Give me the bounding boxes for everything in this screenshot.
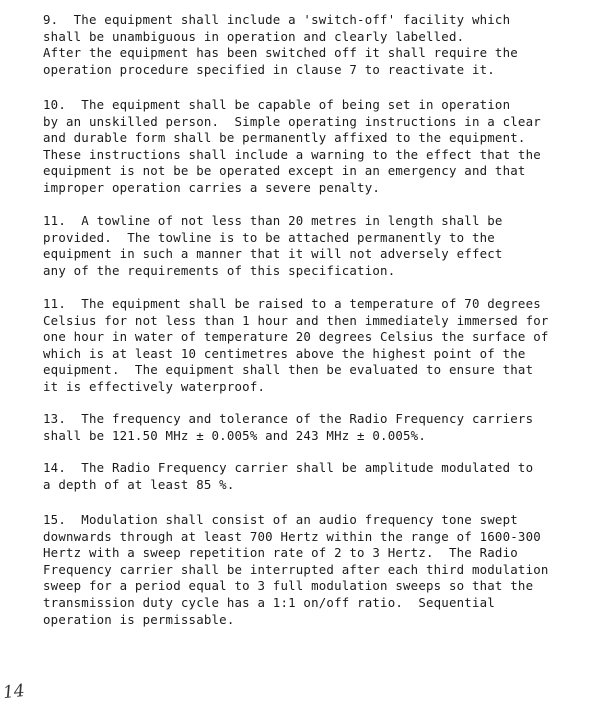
text-line: shall be unambiguous in operation and clearly labelled. [43,28,465,44]
text-line: shall be 121.50 MHz ± 0.005% and 243 MHz ± 0.005%. [43,427,426,443]
text-line: 14. The Radio Frequency carrier shall be amplitude modulated to [43,460,534,475]
text-line: provided. The towline is to be attached permanently to the [43,229,495,245]
text-line: transmission duty cycle has a 1:1 on/off ratio. Sequential [43,594,495,610]
clause-13 [43,411,533,444]
clause-14 [43,460,533,493]
text-line: Celsius for not less than 1 hour and then immediately immersed for [43,312,549,328]
text-line: improper operation carries a severe penalty. [43,179,381,195]
text-line: Frequency carrier shall be interrupted after each third modulation [43,561,549,577]
text-line: After the equipment has been switched off it shall require the [43,45,518,61]
text-line: 11. The equipment shall be raised to a temperature of 70 degrees [43,296,541,311]
text-line: and durable form shall be permanently affixed to the equipment. [43,130,526,146]
text-line: equipment is not be be operated except in an emergency and that [43,163,526,179]
text-line: a depth of at least 85 %. [43,476,235,492]
text-line: it is effectively waterproof. [43,378,266,394]
clause-11a [43,213,503,279]
text-line: operation is permissable. [43,611,235,627]
text-line: 11. A towline of not less than 20 metres in length shall be [43,213,503,228]
text-line: 9. The equipment shall include a 'switch-off' facility which [43,12,511,27]
text-line: sweep for a period equal to 3 full modulation sweeps so that the [43,578,534,594]
text-line: equipment. The equipment shall then be evaluated to ensure that [43,362,534,378]
text-line: operation procedure specified in clause 7 to reactivate it. [43,61,495,77]
text-line: These instructions shall include a warning to the effect that the [43,146,541,162]
text-line: by an unskilled person. Simple operating instructions in a clear [43,113,541,129]
text-line: 10. The equipment shall be capable of being set in operation [43,97,511,112]
text-line: downwards through at least 700 Hertz within the range of 1600-300 [43,528,541,544]
handwritten-page-mark: 14 [2,680,26,703]
text-line: equipment in such a manner that it will not adversely effect [43,246,503,262]
text-line: one hour in water of temperature 20 degrees Celsius the surface of [43,329,549,345]
text-line: 13. The frequency and tolerance of the Radio Frequency carriers [43,411,534,426]
text-line: 15. Modulation shall consist of an audio frequency tone swept [43,512,518,527]
text-line: any of the requirements of this specification. [43,262,396,278]
clause-11b [43,296,549,396]
clause-9 [43,12,518,78]
clause-15 [43,512,549,628]
clause-10 [43,97,541,197]
text-line: Hertz with a sweep repetition rate of 2 to 3 Hertz. The Radio [43,545,518,561]
text-line: which is at least 10 centimetres above the highest point of the [43,345,526,361]
